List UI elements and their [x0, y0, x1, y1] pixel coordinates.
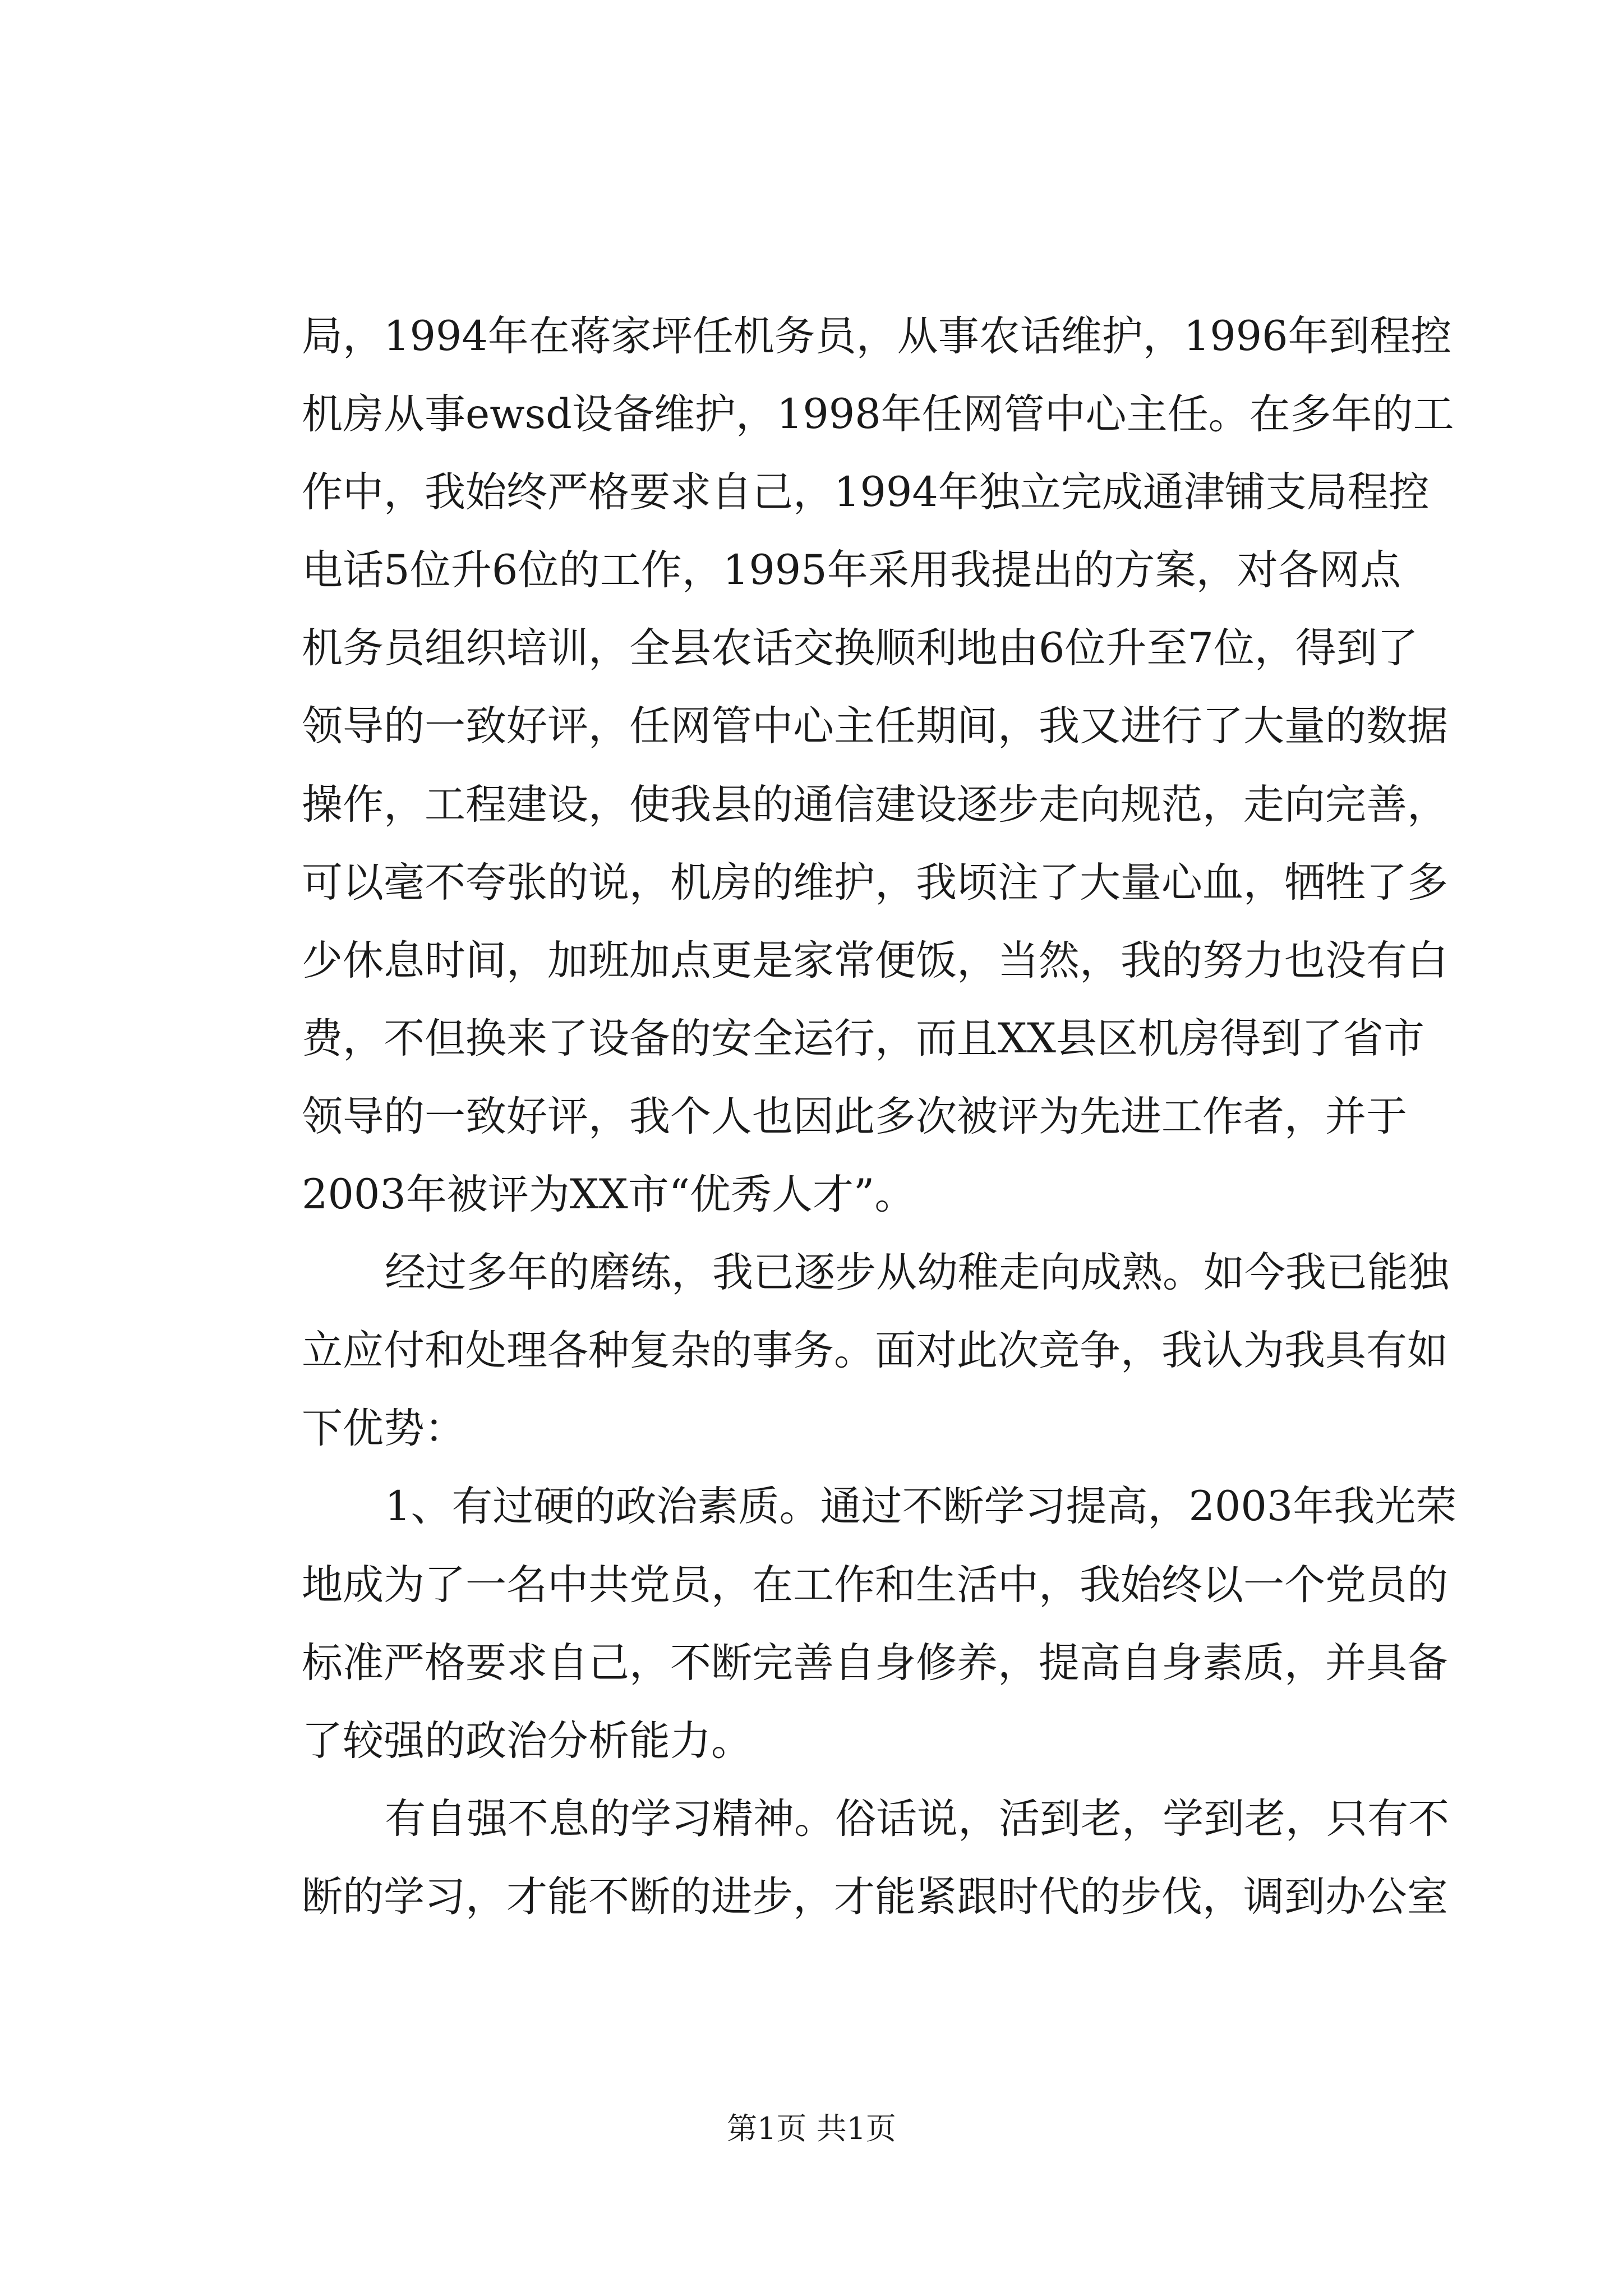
body-line: 立应付和处理各种复杂的事务。面对此次竞争，我认为我具有如	[302, 1327, 1448, 1375]
page-footer: 第1页 共1页	[727, 2111, 896, 2146]
body-line: 作中，我始终严格要求自己，1994年独立完成通津铺支局程控	[302, 468, 1430, 517]
body-line: 地成为了一名中共党员，在工作和生活中，我始终以一个党员的	[302, 1561, 1448, 1609]
body-line: 2003年被评为XX市“优秀人才”。	[302, 1171, 916, 1219]
body-line: 下优势：	[302, 1405, 465, 1453]
body-line: 可以毫不夸张的说，机房的维护，我顷注了大量心血，牺牲了多	[302, 858, 1448, 907]
body-line: 断的学习，才能不断的进步，才能紧跟时代的步伐，调到办公室	[302, 1872, 1448, 1921]
paragraph-first-line: 经过多年的磨练，我已逐步从幼稚走向成熟。如今我已能独	[385, 1249, 1449, 1297]
body-line: 领导的一致好评，我个人也因此多次被评为先进工作者，并于	[302, 1092, 1407, 1140]
paragraph-first-line: 有自强不息的学习精神。俗话说，活到老，学到老，只有不	[385, 1795, 1449, 1843]
document-body	[302, 297, 1457, 1936]
body-line: 机务员组织培训，全县农话交换顺利地由6位升至7位，得到了	[302, 624, 1418, 673]
body-line: 机房从事ewsd设备维护，1998年任网管中心主任。在多年的工	[302, 390, 1454, 439]
body-line: 标准严格要求自己，不断完善自身修养，提高自身素质，并具备	[302, 1639, 1448, 1687]
body-line: 操作，工程建设，使我县的通信建设逐步走向规范，走向完善，	[302, 780, 1448, 829]
body-line: 领导的一致好评，任网管中心主任期间，我又进行了大量的数据	[302, 702, 1448, 751]
body-line: 电话5位升6位的工作，1995年采用我提出的方案，对各网点	[302, 546, 1401, 595]
body-line: 少休息时间，加班加点更是家常便饭，当然，我的努力也没有白	[302, 936, 1448, 984]
body-line: 费，不但换来了设备的安全运行，而且XX县区机房得到了省市	[302, 1014, 1424, 1062]
paragraph-first-line: 1、有过硬的政治素质。通过不断学习提高，2003年我光荣	[385, 1483, 1457, 1531]
body-line: 了较强的政治分析能力。	[302, 1717, 752, 1765]
body-line: 局，1994年在蒋家坪任机务员，从事农话维护，1996年到程控	[302, 312, 1452, 360]
